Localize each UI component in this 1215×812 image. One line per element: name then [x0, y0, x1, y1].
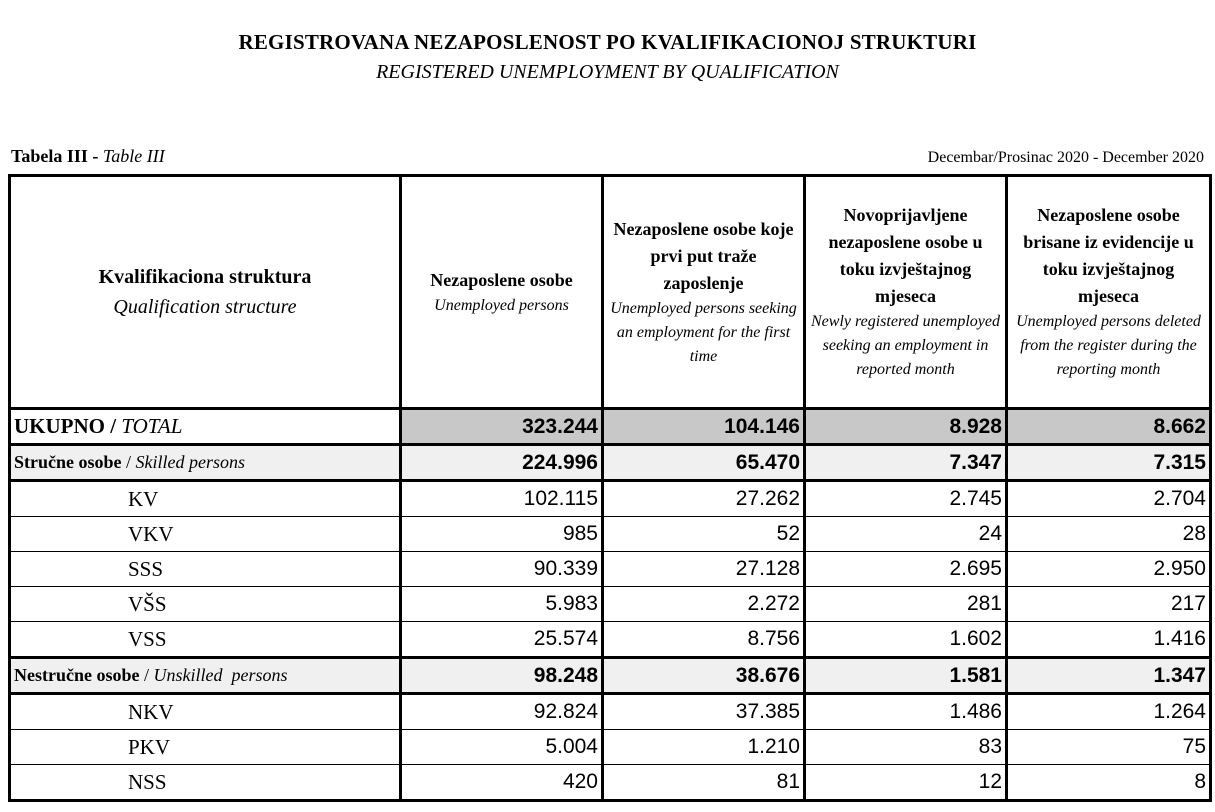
row-unemployed: 985: [401, 517, 603, 552]
skilled-unemployed: 224.996: [401, 445, 603, 481]
row-label: SSS: [10, 552, 401, 587]
skilled-first-time: 65.470: [603, 445, 805, 481]
unskilled-group-row: [10, 658, 1211, 694]
table-label-italic: Table III: [102, 146, 165, 166]
header-unemployed-italic: Unemployed persons: [434, 296, 569, 314]
table-label: [11, 146, 165, 167]
table-row: [10, 694, 1211, 730]
row-label: VKV: [10, 517, 401, 552]
header-newly-registered-bold: Novoprijavljene nezaposlene osobe u toku izvještajnog mjeseca: [828, 205, 983, 306]
header-unemployed-bold: Nezaposlene osobe: [430, 269, 573, 290]
row-unemployed: 90.339: [401, 552, 603, 587]
page-subtitle: REGISTERED UNEMPLOYMENT BY QUALIFICATION: [376, 61, 839, 83]
total-newly-registered: 8.928: [805, 409, 1007, 445]
header-qualification-bold: Kvalifikaciona struktura: [98, 266, 312, 288]
row-first-time: 37.385: [603, 694, 805, 730]
skilled-label-separator: /: [121, 452, 136, 472]
unskilled-label-separator: /: [139, 665, 154, 685]
row-label: VSS: [10, 622, 401, 658]
period-label: Decembar/Prosinac 2020 - December 2020: [927, 149, 1204, 166]
table-row: [10, 481, 1211, 517]
unskilled-deleted: 1.347: [1007, 658, 1211, 694]
row-first-time: 52: [603, 517, 805, 552]
row-label: NKV: [10, 694, 401, 730]
table-row: [10, 587, 1211, 622]
total-label-bold: UKUPNO /: [14, 414, 117, 438]
table-row: [10, 517, 1211, 552]
row-unemployed: 5.983: [401, 587, 603, 622]
row-label: NSS: [10, 765, 401, 801]
total-first-time: 104.146: [603, 409, 805, 445]
row-deleted: 217: [1007, 587, 1211, 622]
row-label: VŠS: [10, 587, 401, 622]
header-deleted: [1007, 176, 1211, 409]
unskilled-newly-registered: 1.581: [805, 658, 1007, 694]
total-label-italic: TOTAL: [121, 414, 183, 438]
row-unemployed: 420: [401, 765, 603, 801]
row-unemployed: 5.004: [401, 730, 603, 765]
unskilled-first-time: 38.676: [603, 658, 805, 694]
skilled-label-italic: Skilled persons: [135, 452, 246, 472]
row-first-time: 81: [603, 765, 805, 801]
header-newly-registered: [805, 176, 1007, 409]
skilled-label: [10, 445, 401, 481]
row-newly-registered: 281: [805, 587, 1007, 622]
row-first-time: 2.272: [603, 587, 805, 622]
row-newly-registered: 2.745: [805, 481, 1007, 517]
row-unemployed: 92.824: [401, 694, 603, 730]
row-deleted: 1.416: [1007, 622, 1211, 658]
row-deleted: 75: [1007, 730, 1211, 765]
unskilled-unemployed: 98.248: [401, 658, 603, 694]
row-newly-registered: 12: [805, 765, 1007, 801]
row-deleted: 2.704: [1007, 481, 1211, 517]
row-label: KV: [10, 481, 401, 517]
row-first-time: 1.210: [603, 730, 805, 765]
skilled-newly-registered: 7.347: [805, 445, 1007, 481]
row-deleted: 8: [1007, 765, 1211, 801]
header-row: [10, 176, 1211, 409]
unskilled-label-bold: Nestručne osobe: [14, 665, 140, 685]
row-newly-registered: 24: [805, 517, 1007, 552]
row-deleted: 28: [1007, 517, 1211, 552]
page-title: REGISTROVANA NEZAPOSLENOST PO KVALIFIKACIONOJ STRUKTURI: [238, 30, 977, 54]
header-qualification-italic: Qualification structure: [113, 296, 297, 318]
table-label-bold: Tabela III -: [11, 146, 99, 166]
total-row: [10, 409, 1211, 445]
total-label: [10, 409, 401, 445]
header-qualification: [10, 176, 401, 409]
total-unemployed: 323.244: [401, 409, 603, 445]
row-first-time: 27.128: [603, 552, 805, 587]
skilled-group-row: [10, 445, 1211, 481]
row-first-time: 27.262: [603, 481, 805, 517]
table-row: [10, 730, 1211, 765]
table-row: [10, 622, 1211, 658]
header-deleted-italic: Unemployed persons deleted from the register during the reporting month: [1016, 313, 1201, 378]
row-newly-registered: 2.695: [805, 552, 1007, 587]
row-newly-registered: 1.602: [805, 622, 1007, 658]
header-first-time-italic: Unemployed persons seeking an employment for the first time: [610, 299, 797, 365]
unskilled-label: [10, 658, 401, 694]
qualification-table: [8, 174, 1212, 802]
row-first-time: 8.756: [603, 622, 805, 658]
skilled-deleted: 7.315: [1007, 445, 1211, 481]
row-label: PKV: [10, 730, 401, 765]
table-row: [10, 765, 1211, 801]
table-row: [10, 552, 1211, 587]
header-first-time-bold: Nezaposlene osobe koje prvi put traže zaposlenje: [613, 218, 794, 293]
total-deleted: 8.662: [1007, 409, 1211, 445]
row-unemployed: 102.115: [401, 481, 603, 517]
header-first-time: [603, 176, 805, 409]
skilled-label-bold: Stručne osobe: [14, 452, 122, 472]
row-deleted: 1.264: [1007, 694, 1211, 730]
header-deleted-bold: Nezaposlene osobe brisane iz evidencije u toku izvještajnog mjeseca: [1023, 205, 1194, 306]
unskilled-label-italic: Unskilled persons: [153, 665, 288, 685]
row-newly-registered: 1.486: [805, 694, 1007, 730]
header-unemployed: [401, 176, 603, 409]
row-unemployed: 25.574: [401, 622, 603, 658]
row-newly-registered: 83: [805, 730, 1007, 765]
header-newly-registered-italic: Newly registered unemployed seeking an employment in reported month: [811, 313, 1000, 378]
row-deleted: 2.950: [1007, 552, 1211, 587]
